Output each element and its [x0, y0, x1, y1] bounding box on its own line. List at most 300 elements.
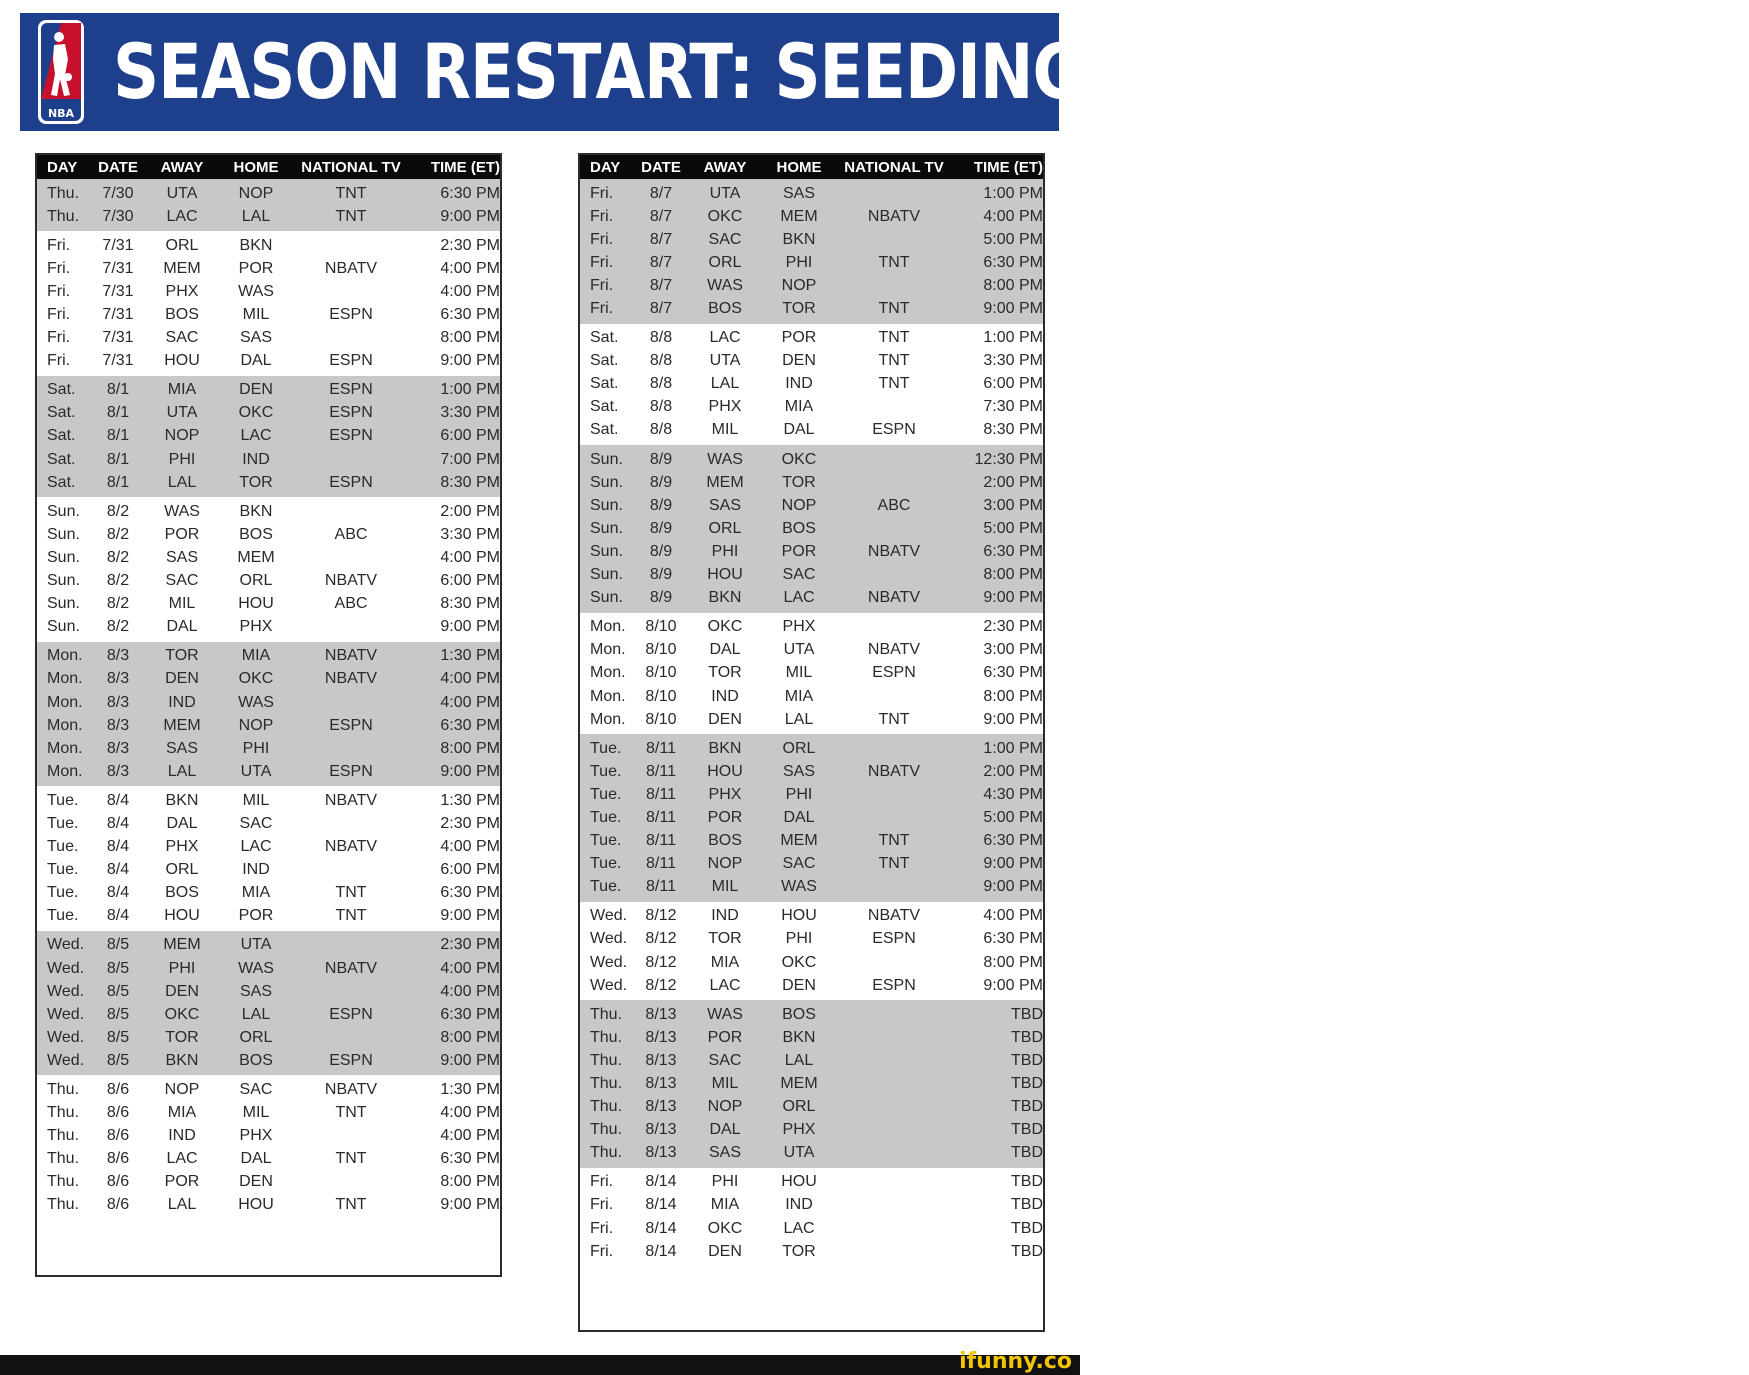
away-cell: MIL — [711, 878, 739, 896]
away-cell: TOR — [708, 930, 742, 948]
time-cell: 2:30 PM — [440, 814, 500, 832]
date-cell: 8/9 — [649, 473, 673, 491]
national-tv-cell: TNT — [878, 855, 910, 873]
day-cell: Sun. — [590, 566, 623, 584]
day-cell: Sun. — [47, 595, 80, 613]
time-cell: 9:00 PM — [440, 207, 500, 225]
day-group — [37, 376, 500, 497]
time-cell: 4:00 PM — [440, 1127, 500, 1145]
date-cell: 8/7 — [649, 230, 673, 248]
date-cell: 8/3 — [106, 762, 130, 780]
table-body — [37, 179, 500, 1220]
time-cell: 9:00 PM — [440, 1196, 500, 1214]
day-cell: Wed. — [47, 1005, 85, 1023]
date-cell: 8/2 — [106, 572, 130, 590]
table-header — [580, 155, 1043, 179]
time-cell: 7:30 PM — [983, 398, 1043, 416]
home-cell: PHI — [785, 785, 813, 803]
day-cell: Thu. — [47, 184, 80, 202]
date-cell: 8/10 — [645, 641, 677, 659]
date-cell: 8/3 — [106, 647, 130, 665]
date-cell: 8/9 — [649, 589, 673, 607]
national-tv-cell: TNT — [335, 884, 367, 902]
home-cell: SAC — [782, 855, 816, 873]
home-cell: WAS — [238, 282, 274, 300]
national-tv-cell: TNT — [878, 253, 910, 271]
time-cell: 8:00 PM — [440, 329, 500, 347]
table-row — [37, 182, 500, 205]
national-tv-cell: ESPN — [329, 1005, 373, 1023]
away-cell: MEM — [163, 259, 201, 277]
time-cell: 5:00 PM — [983, 808, 1043, 826]
national-tv-cell: TNT — [335, 907, 367, 925]
away-cell: DAL — [709, 1121, 741, 1139]
day-cell: Sat. — [47, 473, 76, 491]
table-row — [580, 373, 1043, 396]
day-cell: Mon. — [47, 739, 83, 757]
day-cell: Wed. — [590, 930, 628, 948]
table-row — [37, 379, 500, 402]
home-cell: BKN — [239, 236, 273, 254]
date-cell: 8/9 — [649, 496, 673, 514]
home-cell: BOS — [239, 1051, 273, 1069]
time-cell: 2:00 PM — [983, 762, 1043, 780]
day-cell: Mon. — [590, 664, 626, 682]
date-cell: 8/1 — [106, 381, 130, 399]
home-cell: BKN — [239, 502, 273, 520]
time-cell: 6:00 PM — [440, 572, 500, 590]
table-row — [37, 1003, 500, 1026]
day-cell: Thu. — [47, 1196, 80, 1214]
table-row — [580, 1194, 1043, 1217]
header-day: DAY — [590, 158, 621, 176]
time-cell: 4:30 PM — [983, 785, 1043, 803]
table-row — [37, 1102, 500, 1125]
watermark: ifunny.co — [959, 1349, 1072, 1374]
away-cell: ORL — [708, 253, 742, 271]
day-cell: Fri. — [47, 352, 71, 370]
home-cell: UTA — [783, 1144, 815, 1162]
day-cell: Sat. — [590, 352, 619, 370]
day-cell: Tue. — [590, 762, 622, 780]
table-row — [580, 1003, 1043, 1026]
time-cell: 8:00 PM — [983, 687, 1043, 705]
day-cell: Sat. — [590, 421, 619, 439]
national-tv-cell: TNT — [335, 207, 367, 225]
time-cell: 6:30 PM — [440, 1150, 500, 1168]
home-cell: ORL — [239, 1028, 273, 1046]
day-cell: Fri. — [590, 276, 614, 294]
table-row — [37, 789, 500, 812]
table-row — [580, 1240, 1043, 1263]
footer-bar — [0, 1355, 1080, 1375]
time-cell: 9:00 PM — [983, 589, 1043, 607]
national-tv-cell: NBATV — [867, 542, 921, 560]
day-group — [37, 1075, 500, 1220]
day-cell: Mon. — [47, 670, 83, 688]
table-row — [37, 714, 500, 737]
home-cell: MIA — [784, 687, 814, 705]
day-cell: Wed. — [590, 953, 628, 971]
home-cell: BOS — [782, 1005, 816, 1023]
table-row — [580, 737, 1043, 760]
away-cell: BKN — [708, 739, 742, 757]
date-cell: 8/14 — [645, 1173, 677, 1191]
header-date: DATE — [98, 158, 138, 176]
home-cell: NOP — [781, 276, 817, 294]
date-cell: 8/10 — [645, 618, 677, 636]
national-tv-cell: TNT — [878, 832, 910, 850]
time-cell: TBD — [1011, 1196, 1043, 1214]
date-cell: 8/5 — [106, 1005, 130, 1023]
home-cell: HOU — [781, 1173, 817, 1191]
time-cell: 9:00 PM — [440, 1051, 500, 1069]
away-cell: BKN — [165, 791, 199, 809]
day-cell: Tue. — [590, 808, 622, 826]
table-row — [580, 1142, 1043, 1165]
time-cell: TBD — [1011, 1075, 1043, 1093]
time-cell: 4:00 PM — [440, 1104, 500, 1122]
home-cell: NOP — [238, 184, 274, 202]
table-row — [37, 350, 500, 373]
away-cell: LAC — [166, 1150, 198, 1168]
time-cell: 8:30 PM — [440, 473, 500, 491]
day-cell: Fri. — [590, 207, 614, 225]
date-cell: 8/5 — [106, 959, 130, 977]
time-cell: 4:00 PM — [440, 959, 500, 977]
day-cell: Thu. — [47, 1173, 80, 1191]
date-cell: 8/8 — [649, 329, 673, 347]
day-cell: Tue. — [47, 884, 79, 902]
day-group — [580, 445, 1043, 613]
time-cell: 4:00 PM — [440, 548, 500, 566]
date-cell: 8/9 — [649, 542, 673, 560]
time-cell: 4:00 PM — [440, 982, 500, 1000]
time-cell: 6:30 PM — [440, 716, 500, 734]
time-cell: 1:00 PM — [983, 329, 1043, 347]
day-cell: Thu. — [590, 1098, 623, 1116]
date-cell: 8/4 — [106, 838, 130, 856]
home-cell: SAS — [782, 762, 815, 780]
table-row — [37, 645, 500, 668]
date-cell: 8/3 — [106, 716, 130, 734]
day-cell: Tue. — [47, 907, 79, 925]
schedule-table-right — [578, 153, 1045, 1332]
day-cell: Mon. — [47, 762, 83, 780]
time-cell: 8:00 PM — [440, 1173, 500, 1191]
day-cell: Sat. — [47, 427, 76, 445]
away-cell: MIA — [710, 1196, 740, 1214]
time-cell: 2:30 PM — [983, 618, 1043, 636]
time-cell: TBD — [1011, 1242, 1043, 1260]
away-cell: MIL — [711, 1075, 739, 1093]
table-row — [580, 1096, 1043, 1119]
table-body — [580, 179, 1043, 1266]
time-cell: 4:00 PM — [440, 259, 500, 277]
table-row — [580, 274, 1043, 297]
away-cell: WAS — [707, 276, 743, 294]
home-cell: HOU — [238, 595, 274, 613]
home-cell: PHX — [239, 618, 273, 636]
table-row — [37, 280, 500, 303]
table-row — [580, 587, 1043, 610]
home-cell: DEN — [239, 381, 273, 399]
date-cell: 8/8 — [649, 398, 673, 416]
date-cell: 8/2 — [106, 595, 130, 613]
table-row — [580, 182, 1043, 205]
away-cell: UTA — [709, 184, 741, 202]
day-cell: Mon. — [590, 641, 626, 659]
table-row — [580, 350, 1043, 373]
time-cell: 1:30 PM — [440, 647, 500, 665]
day-cell: Thu. — [590, 1051, 623, 1069]
time-cell: 6:30 PM — [983, 930, 1043, 948]
date-cell: 8/4 — [106, 861, 130, 879]
home-cell: SAS — [239, 982, 272, 1000]
nba-logo-icon — [37, 19, 85, 125]
date-cell: 8/10 — [645, 664, 677, 682]
date-cell: 8/14 — [645, 1219, 677, 1237]
day-cell: Fri. — [590, 300, 614, 318]
table-row — [37, 402, 500, 425]
day-group — [37, 931, 500, 1076]
day-cell: Sun. — [47, 618, 80, 636]
header-date: DATE — [641, 158, 681, 176]
table-row — [37, 303, 500, 326]
home-cell: NOP — [238, 716, 274, 734]
table-row — [37, 737, 500, 760]
date-cell: 7/31 — [102, 236, 134, 254]
day-cell: Sun. — [47, 502, 80, 520]
table-row — [580, 951, 1043, 974]
header-banner — [20, 13, 1749, 131]
away-cell: NOP — [164, 427, 200, 445]
table-row — [580, 1217, 1043, 1240]
date-cell: 8/2 — [106, 502, 130, 520]
national-tv-cell: ESPN — [329, 404, 373, 422]
date-cell: 8/13 — [645, 1005, 677, 1023]
date-cell: 8/13 — [645, 1121, 677, 1139]
day-cell: Mon. — [47, 716, 83, 734]
home-cell: UTA — [240, 936, 272, 954]
date-cell: 8/8 — [649, 375, 673, 393]
date-cell: 8/11 — [646, 785, 676, 803]
national-tv-cell: ESPN — [329, 427, 373, 445]
date-cell: 8/1 — [106, 450, 130, 468]
table-row — [580, 830, 1043, 853]
date-cell: 8/3 — [106, 670, 130, 688]
away-cell: NOP — [707, 1098, 743, 1116]
time-cell: 8:00 PM — [983, 566, 1043, 584]
day-cell: Sun. — [590, 589, 623, 607]
time-cell: 6:30 PM — [983, 664, 1043, 682]
away-cell: PHI — [168, 450, 196, 468]
home-cell: PHI — [785, 930, 813, 948]
table-row — [580, 1049, 1043, 1072]
national-tv-cell: ESPN — [329, 716, 373, 734]
time-cell: 9:00 PM — [983, 855, 1043, 873]
date-cell: 8/2 — [106, 525, 130, 543]
table-row — [580, 876, 1043, 899]
date-cell: 8/12 — [645, 907, 677, 925]
date-cell: 7/31 — [102, 282, 134, 300]
national-tv-cell: ESPN — [872, 421, 916, 439]
away-cell: HOU — [164, 907, 200, 925]
home-cell: OKC — [781, 953, 817, 971]
day-cell: Sun. — [47, 572, 80, 590]
away-cell: UTA — [166, 404, 198, 422]
home-cell: POR — [238, 259, 274, 277]
away-cell: POR — [164, 1173, 200, 1191]
date-cell: 8/6 — [106, 1127, 130, 1145]
table-row — [37, 1148, 500, 1171]
day-cell: Tue. — [590, 739, 622, 757]
day-cell: Sat. — [590, 375, 619, 393]
away-cell: PHX — [165, 282, 199, 300]
day-cell: Wed. — [47, 959, 85, 977]
home-cell: TOR — [782, 300, 816, 318]
day-cell: Fri. — [590, 1196, 614, 1214]
day-cell: Tue. — [47, 861, 79, 879]
away-cell: LAL — [710, 375, 740, 393]
home-cell: LAC — [240, 838, 272, 856]
time-cell: 2:30 PM — [440, 936, 500, 954]
away-cell: POR — [707, 1028, 743, 1046]
away-cell: IND — [168, 693, 196, 711]
home-cell: LAC — [240, 427, 272, 445]
away-cell: OKC — [707, 207, 743, 225]
table-row — [37, 500, 500, 523]
time-cell: 8:00 PM — [983, 276, 1043, 294]
date-cell: 7/30 — [102, 207, 134, 225]
table-row — [37, 1194, 500, 1217]
table-row — [37, 448, 500, 471]
time-cell: 3:30 PM — [440, 404, 500, 422]
day-cell: Sun. — [47, 525, 80, 543]
day-cell: Sun. — [590, 496, 623, 514]
time-cell: 6:30 PM — [440, 306, 500, 324]
date-cell: 8/3 — [106, 739, 130, 757]
away-cell: WAS — [164, 502, 200, 520]
away-cell: NOP — [707, 855, 743, 873]
day-cell: Thu. — [590, 1005, 623, 1023]
day-cell: Sun. — [590, 542, 623, 560]
away-cell: BOS — [165, 884, 199, 902]
date-cell: 8/11 — [646, 832, 676, 850]
schedule-table-left — [35, 153, 502, 1277]
away-cell: SAS — [165, 739, 198, 757]
day-cell: Mon. — [47, 693, 83, 711]
national-tv-cell: ESPN — [872, 930, 916, 948]
table-row — [580, 494, 1043, 517]
time-cell: 8:00 PM — [440, 1028, 500, 1046]
table-row — [37, 980, 500, 1003]
away-cell: NOP — [164, 1081, 200, 1099]
away-cell: BOS — [708, 300, 742, 318]
time-cell: 1:30 PM — [440, 791, 500, 809]
home-cell: WAS — [238, 693, 274, 711]
date-cell: 8/7 — [649, 276, 673, 294]
home-cell: WAS — [238, 959, 274, 977]
time-cell: TBD — [1011, 1219, 1043, 1237]
day-group — [37, 231, 500, 376]
date-cell: 7/31 — [102, 352, 134, 370]
away-cell: DEN — [165, 982, 199, 1000]
national-tv-cell: NBATV — [867, 207, 921, 225]
table-row — [580, 228, 1043, 251]
time-cell: 8:30 PM — [983, 421, 1043, 439]
table-row — [580, 251, 1043, 274]
time-cell: 2:00 PM — [440, 502, 500, 520]
home-cell: TOR — [239, 473, 273, 491]
away-cell: MIL — [711, 421, 739, 439]
day-cell: Wed. — [590, 976, 628, 994]
table-row — [580, 905, 1043, 928]
time-cell: TBD — [1011, 1005, 1043, 1023]
national-tv-cell: ESPN — [329, 381, 373, 399]
date-cell: 8/3 — [106, 693, 130, 711]
date-cell: 8/9 — [649, 450, 673, 468]
date-cell: 8/10 — [645, 687, 677, 705]
national-tv-cell: TNT — [878, 329, 910, 347]
time-cell: 6:30 PM — [440, 1005, 500, 1023]
away-cell: LAC — [709, 329, 741, 347]
away-cell: OKC — [707, 1219, 743, 1237]
time-cell: 1:30 PM — [440, 1081, 500, 1099]
time-cell: 9:00 PM — [983, 300, 1043, 318]
away-cell: MIL — [168, 595, 196, 613]
date-cell: 8/11 — [646, 739, 676, 757]
home-cell: DEN — [782, 976, 816, 994]
day-cell: Fri. — [590, 230, 614, 248]
day-cell: Sun. — [590, 473, 623, 491]
national-tv-cell: TNT — [878, 710, 910, 728]
date-cell: 8/13 — [645, 1075, 677, 1093]
national-tv-cell: TNT — [335, 1104, 367, 1122]
day-group — [580, 179, 1043, 324]
away-cell: SAC — [708, 1051, 742, 1069]
table-row — [580, 1119, 1043, 1142]
date-cell: 8/5 — [106, 1028, 130, 1046]
away-cell: HOU — [707, 762, 743, 780]
away-cell: OKC — [164, 1005, 200, 1023]
date-cell: 8/4 — [106, 814, 130, 832]
table-row — [580, 662, 1043, 685]
home-cell: ORL — [239, 572, 273, 590]
date-cell: 8/4 — [106, 907, 130, 925]
table-row — [580, 540, 1043, 563]
home-cell: POR — [238, 907, 274, 925]
away-cell: ORL — [165, 861, 199, 879]
home-cell: BOS — [782, 519, 816, 537]
table-row — [580, 419, 1043, 442]
away-cell: LAL — [167, 473, 197, 491]
date-cell: 8/14 — [645, 1242, 677, 1260]
national-tv-cell: ESPN — [329, 306, 373, 324]
away-cell: PHX — [708, 785, 742, 803]
away-cell: MEM — [163, 936, 201, 954]
table-row — [37, 691, 500, 714]
date-cell: 8/12 — [645, 930, 677, 948]
time-cell: TBD — [1011, 1144, 1043, 1162]
day-cell: Thu. — [47, 1150, 80, 1168]
time-cell: TBD — [1011, 1028, 1043, 1046]
header-national-tv: NATIONAL TV — [301, 158, 401, 176]
away-cell: SAC — [165, 329, 199, 347]
away-cell: DAL — [166, 618, 198, 636]
day-cell: Fri. — [590, 1219, 614, 1237]
day-cell: Mon. — [47, 647, 83, 665]
